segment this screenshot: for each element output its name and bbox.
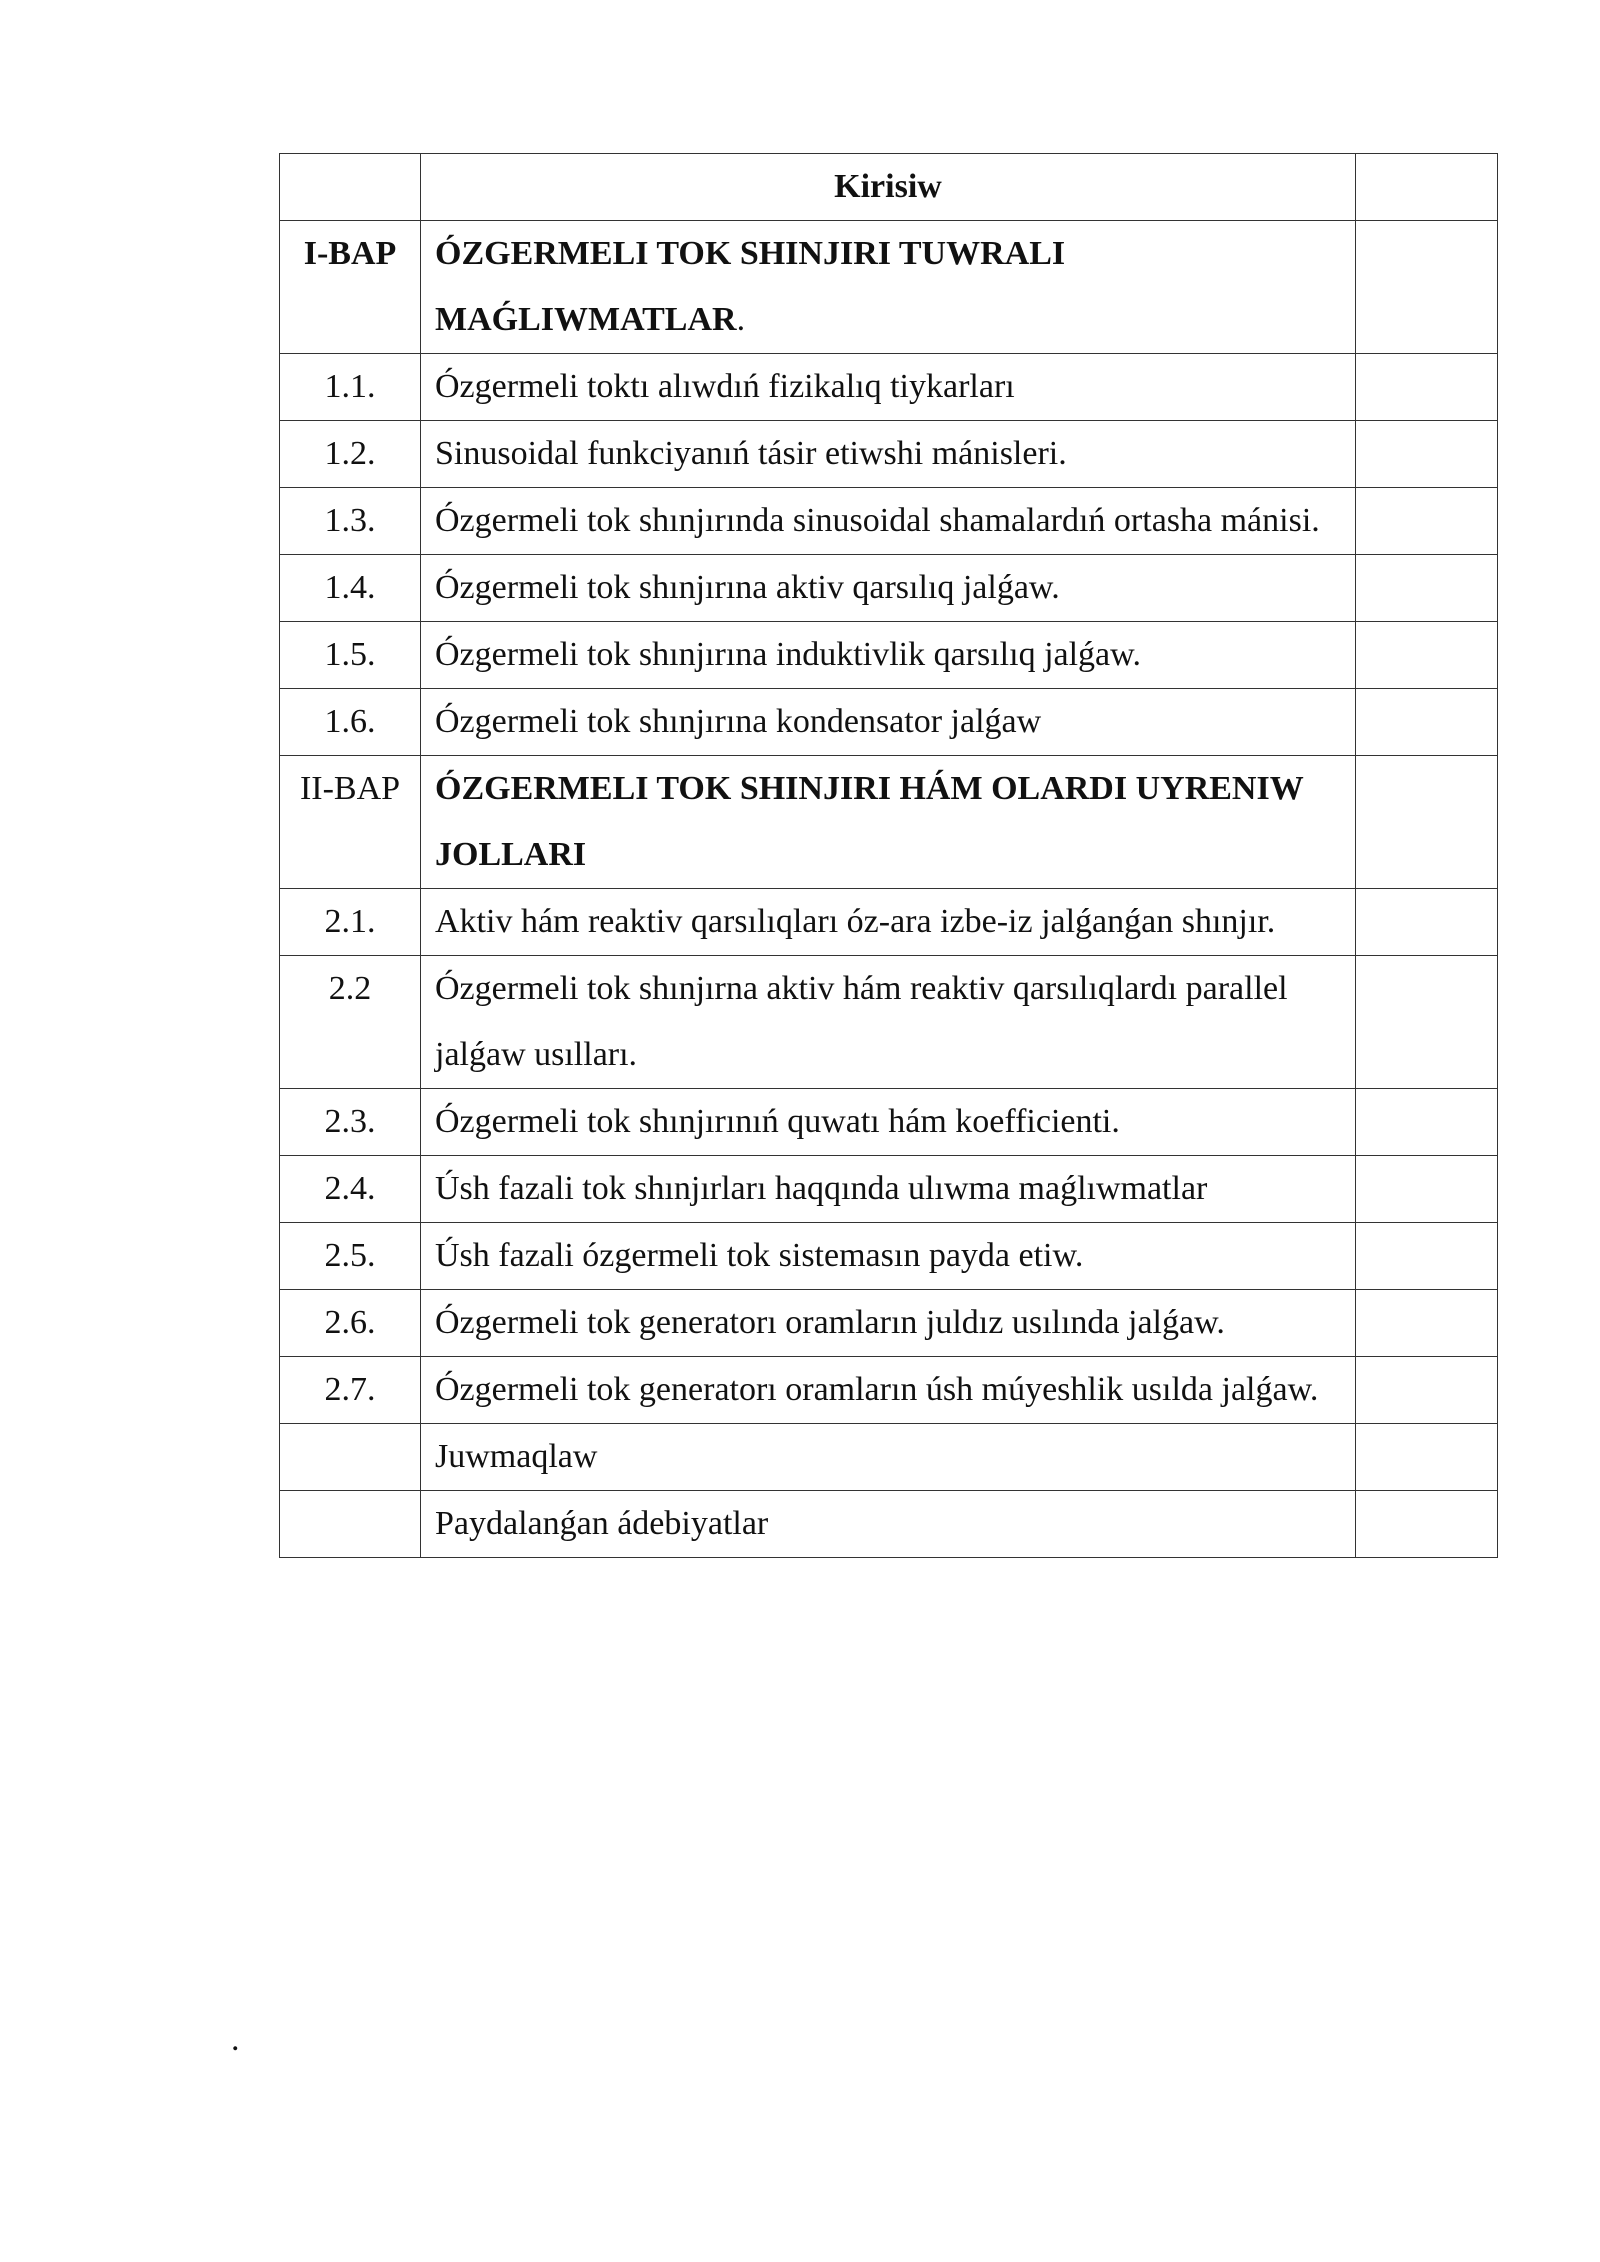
toc-row-conclusion xyxy=(280,1424,1498,1491)
toc-page-cell xyxy=(1356,1290,1498,1357)
toc-section-title: Ózgermeli tok generatorı oramların juldız usılında jalǵaw. xyxy=(421,1290,1356,1357)
toc-section-number: 1.6. xyxy=(280,689,421,756)
toc-page-cell xyxy=(1356,689,1498,756)
toc-section-title: Ózgermeli tok shınjırına kondensator jalǵaw xyxy=(421,689,1356,756)
toc-row-section xyxy=(280,488,1498,555)
toc-section-title: Úsh fazali ózgermeli tok sistemasın payda etiw. xyxy=(421,1223,1356,1290)
toc-chapter-number: II-BAP xyxy=(280,756,421,889)
toc-row-references xyxy=(280,1491,1498,1558)
toc-page-cell xyxy=(1356,354,1498,421)
toc-section-number: 2.3. xyxy=(280,1089,421,1156)
toc-section-title: Ózgermeli tok shınjırna aktiv hám reaktiv qarsılıqlardı parallel jalǵaw usılları. xyxy=(421,956,1356,1089)
toc-page-cell xyxy=(1356,889,1498,956)
toc-section-title: Ózgermeli tok shınjırına induktivlik qarsılıq jalǵaw. xyxy=(421,622,1356,689)
toc-section-title: Sinusoidal funkciyanıń tásir etiwshi mánisleri. xyxy=(421,421,1356,488)
toc-page-cell xyxy=(1356,622,1498,689)
toc-page-cell xyxy=(1356,488,1498,555)
toc-section-title: Ózgermeli tok shınjırına aktiv qarsılıq jalǵaw. xyxy=(421,555,1356,622)
toc-page-cell xyxy=(1356,956,1498,1089)
toc-chapter-title: ÓZGERMELI TOK SHINJIRI HÁM OLARDI UYRENIW JOLLARI xyxy=(421,756,1356,889)
toc-section-number: 1.4. xyxy=(280,555,421,622)
toc-row-section xyxy=(280,1290,1498,1357)
toc-references-title: Paydalanǵan ádebiyatlar xyxy=(421,1491,1356,1558)
table-of-contents xyxy=(279,153,1498,1558)
toc-row-section xyxy=(280,1089,1498,1156)
toc-row-section xyxy=(280,1357,1498,1424)
toc-section-number: 2.2 xyxy=(280,956,421,1089)
toc-page-cell xyxy=(1356,1156,1498,1223)
toc-section-number: 1.3. xyxy=(280,488,421,555)
toc-section-number: 2.7. xyxy=(280,1357,421,1424)
toc-row-section xyxy=(280,1156,1498,1223)
toc-row-section xyxy=(280,622,1498,689)
toc-row-section xyxy=(280,354,1498,421)
toc-chapter-title-text: ÓZGERMELI TOK SHINJIRI TUWRALI MAǴLIWMATLAR xyxy=(435,235,1066,338)
toc-section-number: 2.4. xyxy=(280,1156,421,1223)
toc-page-cell xyxy=(1356,1424,1498,1491)
toc-section-title: Ózgermeli tok generatorı oramların úsh múyeshlik usılda jalǵaw. xyxy=(421,1357,1356,1424)
footer-mark: . xyxy=(231,2021,240,2058)
toc-section-number: 2.1. xyxy=(280,889,421,956)
toc-page-cell xyxy=(1356,1357,1498,1424)
toc-row-section xyxy=(280,421,1498,488)
toc-row-chapter-1 xyxy=(280,221,1498,354)
toc-page-cell xyxy=(1356,1089,1498,1156)
toc-row-section xyxy=(280,555,1498,622)
toc-page-cell xyxy=(1356,1223,1498,1290)
toc-page-cell xyxy=(1356,756,1498,889)
toc-section-number: 2.5. xyxy=(280,1223,421,1290)
toc-page-cell xyxy=(1356,154,1498,221)
toc-chapter-title-period: . xyxy=(736,301,746,338)
toc-section-number: 1.1. xyxy=(280,354,421,421)
toc-page-cell xyxy=(1356,555,1498,622)
toc-intro-title: Kirisiw xyxy=(421,154,1356,221)
toc-number-cell xyxy=(280,1424,421,1491)
toc-chapter-title xyxy=(421,221,1356,354)
toc-row-section xyxy=(280,889,1498,956)
toc-section-number: 1.5. xyxy=(280,622,421,689)
toc-page-cell xyxy=(1356,221,1498,354)
toc-section-title: Ózgermeli tok shınjırında sinusoidal shamalardıń ortasha mánisi. xyxy=(421,488,1356,555)
toc-number-cell xyxy=(280,1491,421,1558)
toc-row-section xyxy=(280,956,1498,1089)
toc-row-chapter-2 xyxy=(280,756,1498,889)
toc-page-cell xyxy=(1356,421,1498,488)
toc-section-number: 1.2. xyxy=(280,421,421,488)
toc-section-title: Aktiv hám reaktiv qarsılıqları óz-ara izbe-iz jalǵanǵan shınjır. xyxy=(421,889,1356,956)
toc-row-section xyxy=(280,689,1498,756)
toc-section-title: Ózgermeli toktı alıwdıń fizikalıq tiykarları xyxy=(421,354,1356,421)
toc-section-number: 2.6. xyxy=(280,1290,421,1357)
toc-conclusion-title: Juwmaqlaw xyxy=(421,1424,1356,1491)
toc-section-title: Úsh fazali tok shınjırları haqqında ulıwma maǵlıwmatlar xyxy=(421,1156,1356,1223)
toc-chapter-number: I-BAP xyxy=(280,221,421,354)
toc-section-title: Ózgermeli tok shınjırınıń quwatı hám koefficienti. xyxy=(421,1089,1356,1156)
toc-page-cell xyxy=(1356,1491,1498,1558)
toc-row-section xyxy=(280,1223,1498,1290)
toc-number-cell xyxy=(280,154,421,221)
toc-row-intro xyxy=(280,154,1498,221)
